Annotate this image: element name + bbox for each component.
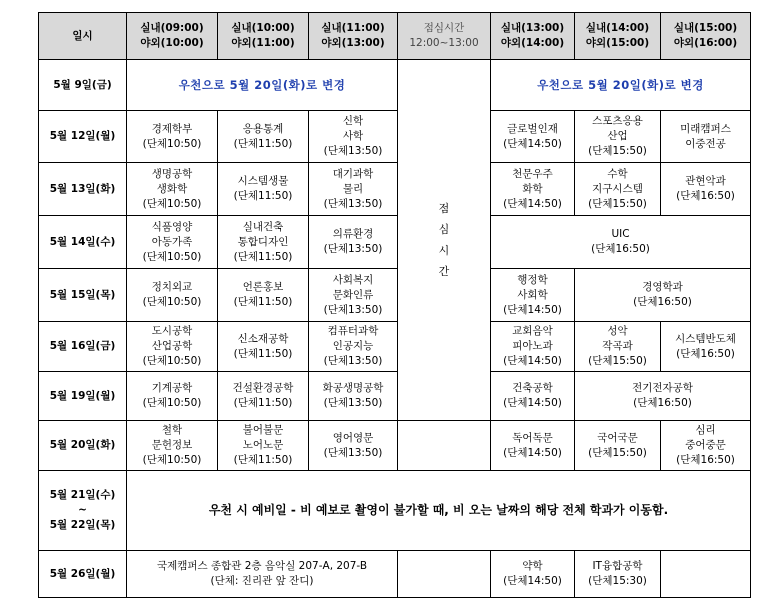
table-row <box>39 269 751 322</box>
schedule-cell <box>661 551 751 598</box>
schedule-cell <box>398 421 491 471</box>
header-slot-6: 실내(14:00) 야외(15:00) <box>575 13 661 60</box>
schedule-cell: 사회복지 문화인류 (단체13:50) <box>309 269 398 322</box>
rain-change-notice: 우천으로 5월 20일(화)로 변경 <box>491 60 751 111</box>
header-slot-3: 실내(11:00) 야외(13:00) <box>309 13 398 60</box>
schedule-cell: 관현악과 (단체16:50) <box>661 163 751 216</box>
row-date: 5월 9일(금) <box>39 60 127 111</box>
schedule-cell: 정치외교 (단체10:50) <box>127 269 218 322</box>
rain-change-notice: 우천으로 5월 20일(화)로 변경 <box>127 60 398 111</box>
schedule-cell: 성악 작곡과 (단체15:50) <box>575 322 661 372</box>
schedule-cell: 약학 (단체14:50) <box>491 551 575 598</box>
schedule-cell: 생명공학 생화학 (단체10:50) <box>127 163 218 216</box>
header-slot-7: 실내(15:00) 야외(16:00) <box>661 13 751 60</box>
row-date: 5월 15일(목) <box>39 269 127 322</box>
schedule-cell <box>398 551 491 598</box>
schedule-cell: 신학 사학 (단체13:50) <box>309 111 398 163</box>
schedule-cell: 응용통계 (단체11:50) <box>218 111 309 163</box>
schedule-cell: 행정학 사회학 (단체14:50) <box>491 269 575 322</box>
schedule-cell: 심리 중어중문 (단체16:50) <box>661 421 751 471</box>
header-row <box>39 13 751 60</box>
table-row <box>39 60 751 111</box>
schedule-cell: 도시공학 산업공학 (단체10:50) <box>127 322 218 372</box>
table-row <box>39 421 751 471</box>
header-slot-2: 실내(10:00) 야외(11:00) <box>218 13 309 60</box>
schedule-cell: 컴퓨터과학 인공지능 (단체13:50) <box>309 322 398 372</box>
row-date: 5월 20일(화) <box>39 421 127 471</box>
header-slot-5: 실내(13:00) 야외(14:00) <box>491 13 575 60</box>
schedule-cell: 수학 지구시스템 (단체15:50) <box>575 163 661 216</box>
schedule-cell: 건축공학 (단체14:50) <box>491 372 575 421</box>
schedule-table <box>38 12 751 598</box>
row-date: 5월 13일(화) <box>39 163 127 216</box>
schedule-cell: 시스템반도체 (단체16:50) <box>661 322 751 372</box>
schedule-cell: 건설환경공학 (단체11:50) <box>218 372 309 421</box>
schedule-cell: 대기과학 물리 (단체13:50) <box>309 163 398 216</box>
schedule-cell: 경제학부 (단체10:50) <box>127 111 218 163</box>
schedule-cell: 신소재공학 (단체11:50) <box>218 322 309 372</box>
header-lunch: 점심시간 12:00~13:00 <box>398 13 491 60</box>
row-date: 5월 16일(금) <box>39 322 127 372</box>
schedule-cell: 글로벌인재 (단체14:50) <box>491 111 575 163</box>
header-slot-1: 실내(09:00) 야외(10:00) <box>127 13 218 60</box>
schedule-cell: 식품영양 아동가족 (단체10:50) <box>127 216 218 269</box>
schedule-cell: 국어국문 (단체15:50) <box>575 421 661 471</box>
table-row <box>39 216 751 269</box>
schedule-cell: 전기전자공학 (단체16:50) <box>575 372 751 421</box>
schedule-cell: 스포츠응용 산업 (단체15:50) <box>575 111 661 163</box>
table-row <box>39 111 751 163</box>
schedule-cell: 철학 문헌정보 (단체10:50) <box>127 421 218 471</box>
schedule-cell: 의류환경 (단체13:50) <box>309 216 398 269</box>
schedule-cell: 국제캠퍼스 종합관 2층 음악실 207-A, 207-B (단체: 진리관 앞 잔디) <box>127 551 398 598</box>
header-date: 일시 <box>39 13 127 60</box>
row-date: 5월 12일(월) <box>39 111 127 163</box>
row-date: 5월 26일(월) <box>39 551 127 598</box>
schedule-cell: 미래캠퍼스 이중전공 <box>661 111 751 163</box>
schedule-cell: UIC (단체16:50) <box>491 216 751 269</box>
schedule-cell: 경영학과 (단체16:50) <box>575 269 751 322</box>
row-date: 5월 19일(월) <box>39 372 127 421</box>
schedule-cell: 언론홍보 (단체11:50) <box>218 269 309 322</box>
table-row <box>39 163 751 216</box>
schedule-cell: 기계공학 (단체10:50) <box>127 372 218 421</box>
lunch-column: 점 심 시 간 <box>398 60 491 421</box>
schedule-cell: 천문우주 화학 (단체14:50) <box>491 163 575 216</box>
table-row <box>39 322 751 372</box>
row-date: 5월 14일(수) <box>39 216 127 269</box>
table-row <box>39 471 751 551</box>
rain-reserve-notice: 우천 시 예비일 - 비 예보로 촬영이 불가할 때, 비 오는 날짜의 해당 전체 학과가 이동함. <box>127 471 751 551</box>
schedule-cell: IT융합공학 (단체15:30) <box>575 551 661 598</box>
table-row <box>39 372 751 421</box>
row-date: 5월 21일(수) ~ 5월 22일(목) <box>39 471 127 551</box>
schedule-cell: 영어영문 (단체13:50) <box>309 421 398 471</box>
schedule-cell: 교회음악 피아노과 (단체14:50) <box>491 322 575 372</box>
schedule-cell: 시스템생물 (단체11:50) <box>218 163 309 216</box>
schedule-cell: 실내건축 통합디자인 (단체11:50) <box>218 216 309 269</box>
schedule-cell: 불어불문 노어노문 (단체11:50) <box>218 421 309 471</box>
schedule-cell: 화공생명공학 (단체13:50) <box>309 372 398 421</box>
table-row <box>39 551 751 598</box>
schedule-cell: 독어독문 (단체14:50) <box>491 421 575 471</box>
